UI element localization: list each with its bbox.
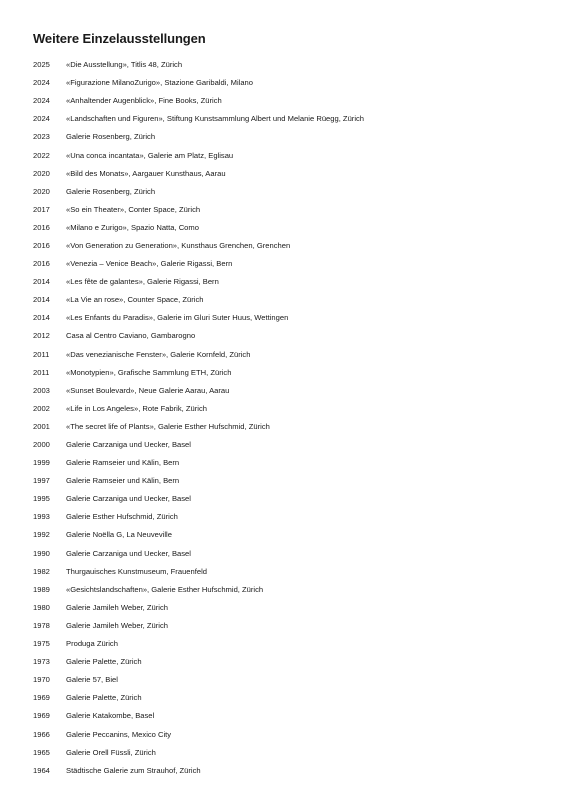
exhibition-entry: Galerie Carzaniga und Uecker, Basel: [66, 548, 191, 558]
list-item: [33, 490, 543, 508]
list-item: [33, 309, 543, 327]
exhibition-entry: Galerie Esther Hufschmid, Zürich: [66, 512, 178, 522]
exhibition-year: 2014: [33, 295, 50, 305]
document-page: [33, 30, 543, 780]
exhibition-year: 2002: [33, 403, 50, 413]
exhibition-year: 2024: [33, 114, 50, 124]
exhibition-year: 2011: [33, 349, 50, 359]
list-item: [33, 454, 543, 472]
exhibition-year: 1982: [33, 566, 50, 576]
exhibition-entry: «Gesichtslandschaften», Galerie Esther Hufschmid, Zürich: [66, 584, 264, 594]
exhibition-list: [33, 56, 543, 780]
exhibition-year: 1964: [33, 765, 50, 775]
list-item: [33, 219, 543, 237]
list-item: [33, 617, 543, 635]
exhibition-year: 2014: [33, 277, 50, 287]
exhibition-entry: «Les Enfants du Paradis», Galerie im Gluri Suter Huus, Wettingen: [66, 313, 289, 323]
exhibition-year: 1990: [33, 548, 50, 558]
exhibition-entry: Galerie Rosenberg, Zürich: [66, 132, 156, 142]
list-item: [33, 400, 543, 418]
exhibition-entry: Thurgauisches Kunstmuseum, Frauenfeld: [66, 566, 207, 576]
exhibition-year: 1978: [33, 620, 50, 630]
exhibition-year: 1969: [33, 711, 50, 721]
list-item: [33, 255, 543, 273]
list-item: [33, 237, 543, 255]
exhibition-year: 2022: [33, 150, 50, 160]
exhibition-year: 1999: [33, 458, 50, 468]
list-item: [33, 508, 543, 526]
exhibition-entry: Galerie Palette, Zürich: [66, 693, 142, 703]
list-item: [33, 183, 543, 201]
exhibition-entry: Galerie Orell Füssli, Zürich: [66, 747, 156, 757]
exhibition-entry: «The secret life of Plants», Galerie Esther Hufschmid, Zürich: [66, 421, 270, 431]
list-item: [33, 327, 543, 345]
exhibition-year: 1992: [33, 530, 50, 540]
exhibition-entry: «Von Generation zu Generation», Kunsthaus Grenchen, Grenchen: [66, 240, 291, 250]
list-item: [33, 599, 543, 617]
exhibition-entry: «Monotypien», Grafische Sammlung ETH, Zürich: [66, 367, 232, 377]
exhibition-year: 2000: [33, 440, 50, 450]
exhibition-year: 2024: [33, 78, 50, 88]
exhibition-year: 2024: [33, 96, 50, 106]
exhibition-entry: «Das venezianische Fenster», Galerie Kornfeld, Zürich: [66, 349, 251, 359]
exhibition-entry: «Anhaltender Augenblick», Fine Books, Zürich: [66, 96, 222, 106]
exhibition-year: 1989: [33, 584, 50, 594]
exhibition-year: 1969: [33, 693, 50, 703]
exhibition-entry: Galerie Palette, Zürich: [66, 657, 142, 667]
list-item: [33, 110, 543, 128]
list-item: [33, 364, 543, 382]
list-item: [33, 671, 543, 689]
list-item: [33, 472, 543, 490]
exhibition-year: 2025: [33, 60, 50, 70]
exhibition-entry: Galerie 57, Biel: [66, 675, 118, 685]
exhibition-year: 2012: [33, 331, 50, 341]
list-item: [33, 436, 543, 454]
exhibition-entry: «Life in Los Angeles», Rote Fabrik, Zürich: [66, 403, 207, 413]
exhibition-entry: Galerie Rosenberg, Zürich: [66, 186, 156, 196]
list-item: [33, 128, 543, 146]
list-item: [33, 273, 543, 291]
exhibition-year: 2020: [33, 186, 50, 196]
exhibition-year: 2016: [33, 222, 50, 232]
list-item: [33, 762, 543, 780]
exhibition-year: 1993: [33, 512, 50, 522]
exhibition-entry: Galerie Carzaniga und Uecker, Basel: [66, 494, 191, 504]
list-item: [33, 581, 543, 599]
exhibition-year: 2016: [33, 240, 50, 250]
exhibition-entry: Casa al Centro Caviano, Gambarogno: [66, 331, 196, 341]
exhibition-entry: Galerie Carzaniga und Uecker, Basel: [66, 440, 191, 450]
exhibition-entry: «Landschaften und Figuren», Stiftung Kunstsammlung Albert und Melanie Rüegg, Zürich: [66, 114, 365, 124]
list-item: [33, 146, 543, 164]
page-title: Weitere Einzelausstellungen: [33, 31, 206, 46]
exhibition-year: 2020: [33, 168, 50, 178]
exhibition-entry: Galerie Ramseier und Kälin, Bern: [66, 458, 180, 468]
exhibition-year: 2001: [33, 421, 50, 431]
exhibition-year: 2003: [33, 385, 50, 395]
exhibition-entry: Städtische Galerie zum Strauhof, Zürich: [66, 765, 201, 775]
list-item: [33, 653, 543, 671]
list-item: [33, 56, 543, 74]
list-item: [33, 201, 543, 219]
exhibition-entry: Produga Zürich: [66, 639, 118, 649]
exhibition-entry: Galerie Jamileh Weber, Zürich: [66, 602, 168, 612]
exhibition-entry: Galerie Ramseier und Kälin, Bern: [66, 476, 180, 486]
list-item: [33, 74, 543, 92]
exhibition-year: 1975: [33, 639, 50, 649]
exhibition-entry: Galerie Noëlla G, La Neuveville: [66, 530, 172, 540]
exhibition-year: 1966: [33, 729, 50, 739]
exhibition-year: 2017: [33, 204, 50, 214]
list-item: [33, 725, 543, 743]
exhibition-year: 2014: [33, 313, 50, 323]
list-item: [33, 526, 543, 544]
exhibition-entry: «Bild des Monats», Aargauer Kunsthaus, Aarau: [66, 168, 226, 178]
exhibition-entry: «Les fête de galantes», Galerie Rigassi, Bern: [66, 277, 219, 287]
list-item: [33, 92, 543, 110]
exhibition-year: 1995: [33, 494, 50, 504]
exhibition-entry: Galerie Jamileh Weber, Zürich: [66, 620, 168, 630]
list-item: [33, 689, 543, 707]
exhibition-year: 2016: [33, 259, 50, 269]
exhibition-year: 1965: [33, 747, 50, 757]
exhibition-entry: «Figurazione MilanoZurigo», Stazione Garibaldi, Milano: [66, 78, 253, 88]
exhibition-entry: «Milano e Zurigo», Spazio Natta, Como: [66, 222, 199, 232]
list-item: [33, 291, 543, 309]
list-item: [33, 346, 543, 364]
exhibition-entry: «So ein Theater», Conter Space, Zürich: [66, 204, 201, 214]
exhibition-year: 1980: [33, 602, 50, 612]
list-item: [33, 165, 543, 183]
exhibition-entry: Galerie Peccanins, Mexico City: [66, 729, 172, 739]
exhibition-year: 2011: [33, 367, 50, 377]
list-item: [33, 382, 543, 400]
list-item: [33, 545, 543, 563]
exhibition-entry: «Die Ausstellung», Titlis 48, Zürich: [66, 60, 183, 70]
exhibition-entry: Galerie Katakombe, Basel: [66, 711, 155, 721]
list-item: [33, 563, 543, 581]
exhibition-entry: «Una conca incantata», Galerie am Platz, Eglisau: [66, 150, 234, 160]
exhibition-entry: «Venezia – Venice Beach», Galerie Rigassi, Bern: [66, 259, 233, 269]
exhibition-year: 2023: [33, 132, 50, 142]
exhibition-year: 1973: [33, 657, 50, 667]
exhibition-entry: «La Vie an rose», Counter Space, Zürich: [66, 295, 204, 305]
list-item: [33, 744, 543, 762]
list-item: [33, 418, 543, 436]
exhibition-year: 1997: [33, 476, 50, 486]
list-item: [33, 635, 543, 653]
exhibition-year: 1970: [33, 675, 50, 685]
exhibition-entry: «Sunset Boulevard», Neue Galerie Aarau, Aarau: [66, 385, 230, 395]
list-item: [33, 707, 543, 725]
